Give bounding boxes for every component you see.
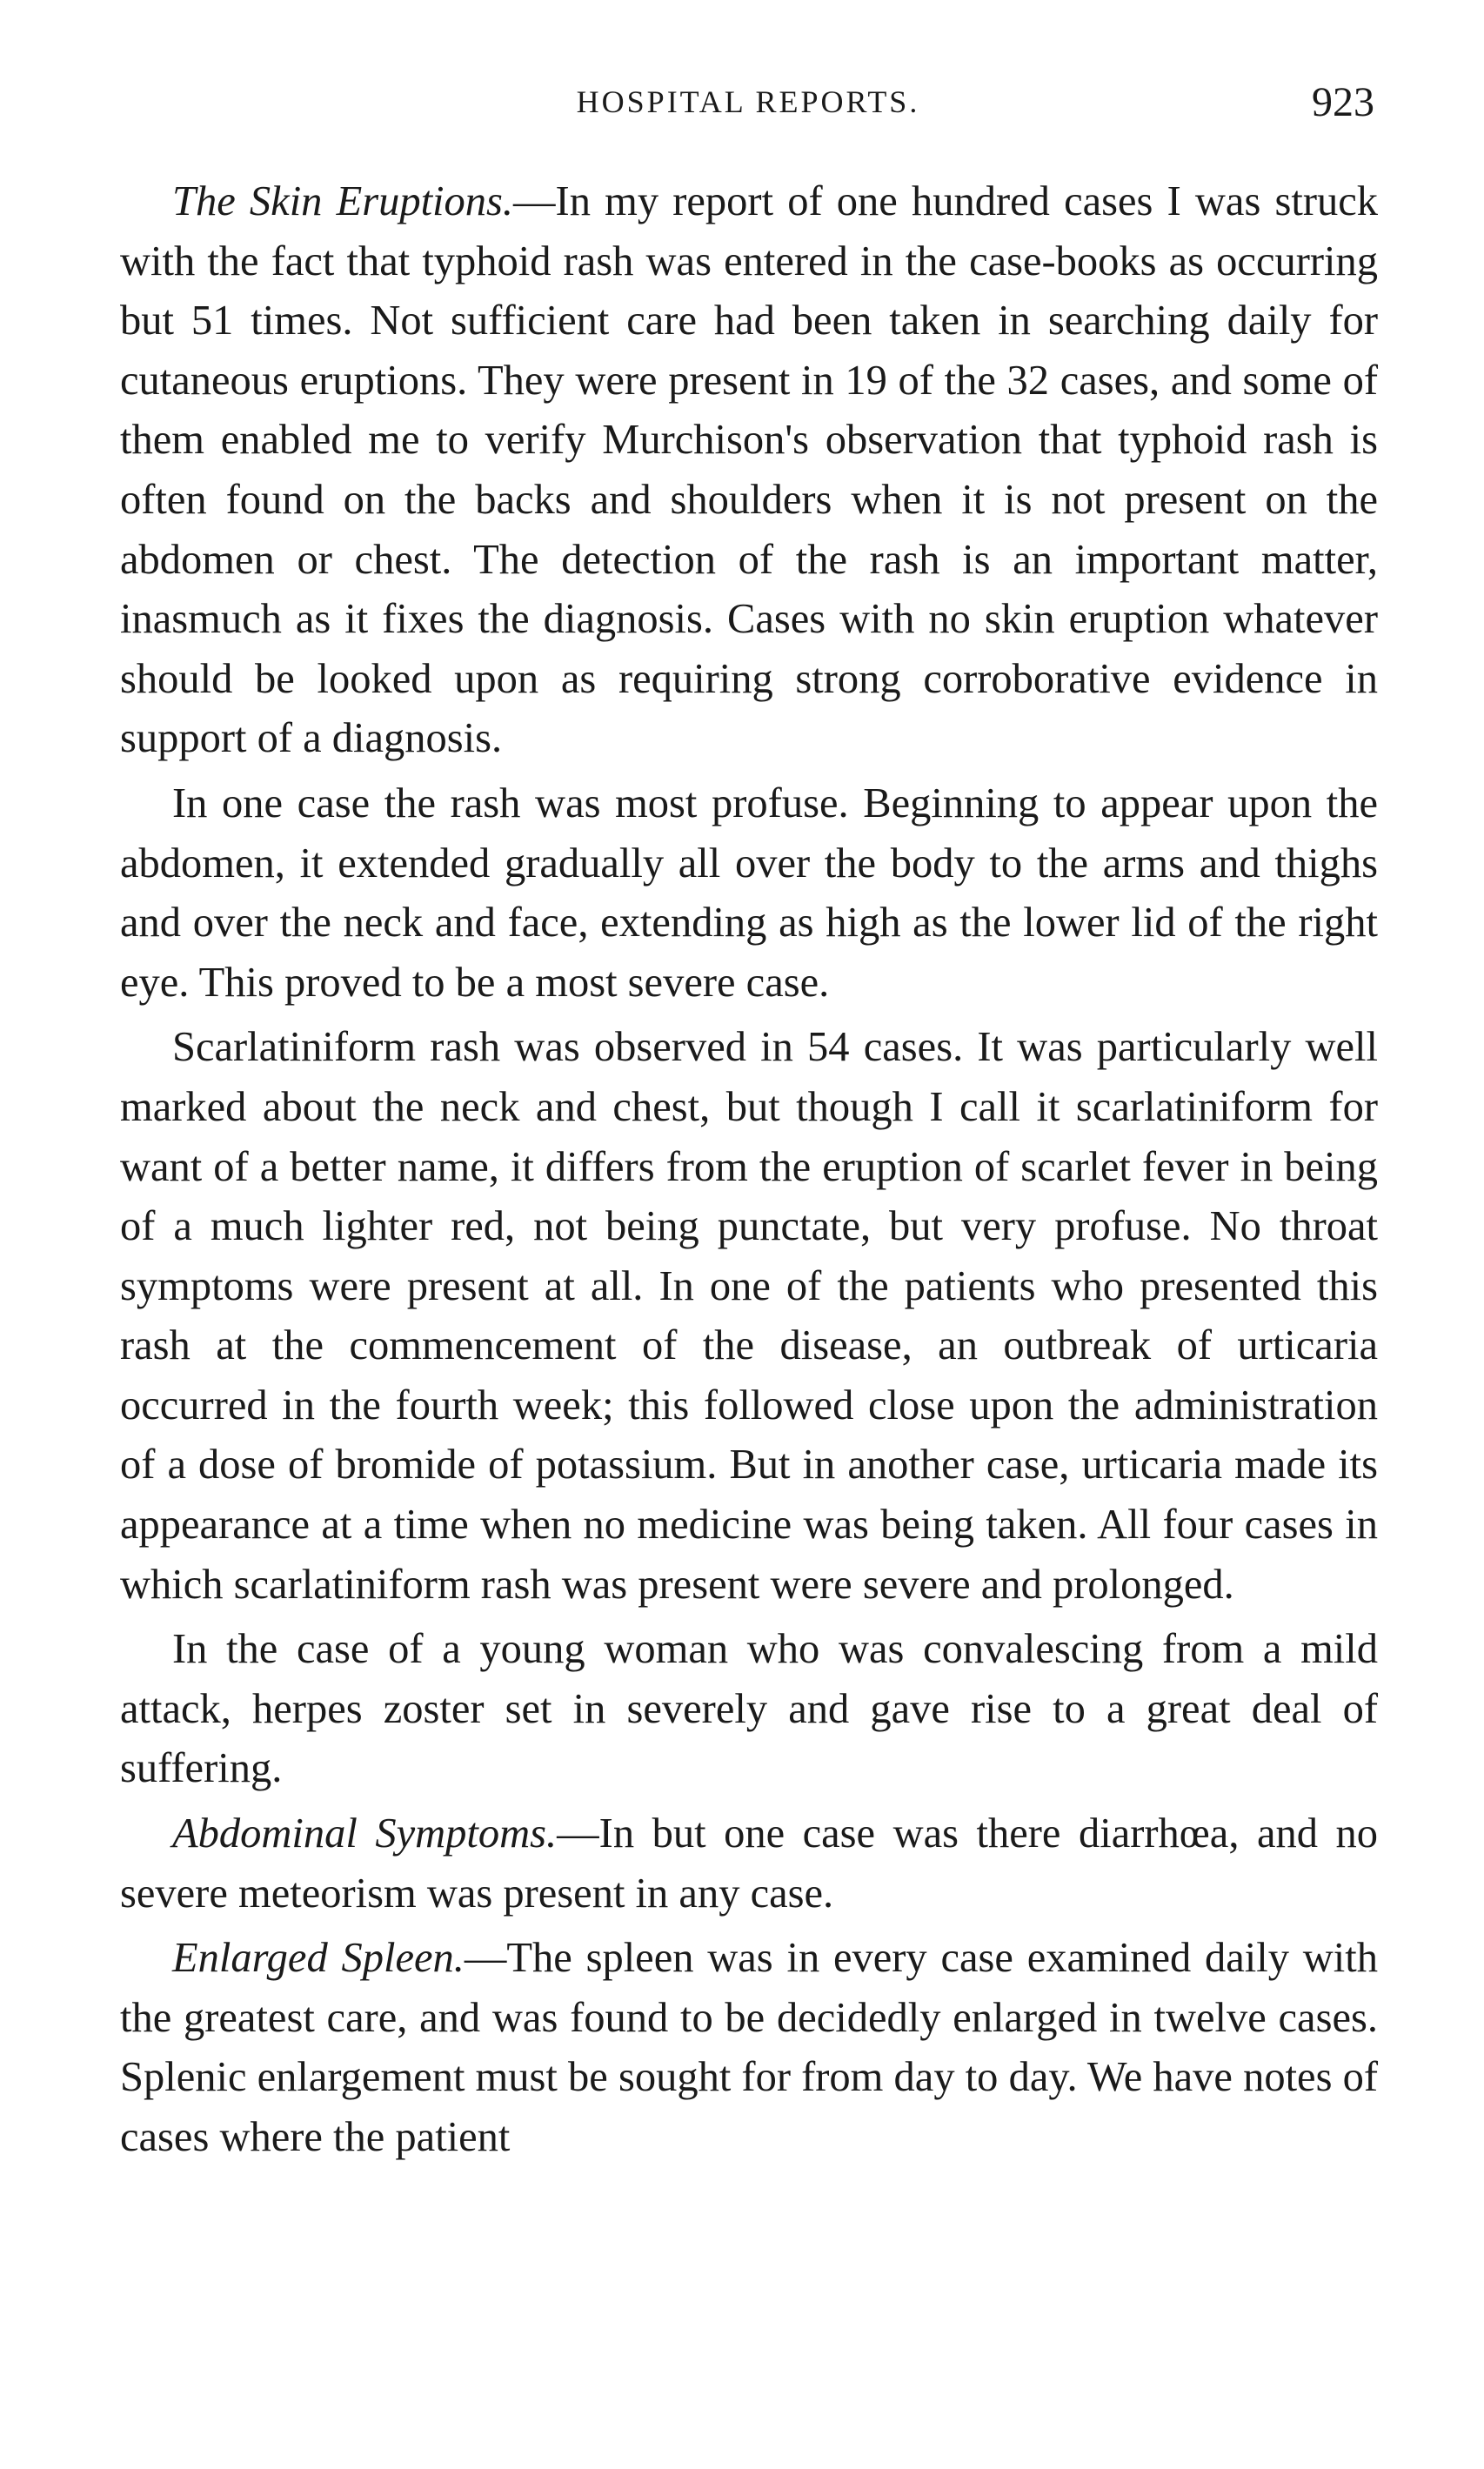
paragraph-text: —The spleen was in every case examined daily with the greatest care, and was found to be decidedly enlarged in twelve cases. Splenic enlargement must be sought for from day to day. We have notes of cases where the patient xyxy=(120,1935,1378,2160)
paragraph-scarlatiniform-rash xyxy=(120,1018,1378,1615)
paragraph-text: —In but one case was there diarrhœa, and no severe meteorism was present in any case. xyxy=(120,1810,1379,1917)
section-heading-abdominal-symptoms: Abdominal Symptoms. xyxy=(172,1810,558,1857)
running-head xyxy=(122,79,1374,136)
paragraph-text: In the case of a young woman who was convalescing from a mild attack, herpes zoster set in severely and gave rise to a great deal of suffering. xyxy=(120,1626,1378,1792)
running-head-title: HOSPITAL REPORTS. xyxy=(576,84,920,119)
paragraph-profuse-rash xyxy=(120,774,1378,1013)
paragraph-text: In one case the rash was most profuse. Beginning to appear upon the abdomen, it extended gradually all over the body to the arms and thighs and over the neck and face, extending as high as the lower lid of the right eye. This proved to be a most severe case. xyxy=(120,780,1378,1006)
paragraph-herpes-zoster xyxy=(120,1620,1378,1799)
section-heading-enlarged-spleen: Enlarged Spleen. xyxy=(172,1935,465,1982)
body-text xyxy=(120,172,1378,2168)
page-number: 923 xyxy=(1312,79,1374,125)
section-heading-skin-eruptions: The Skin Eruptions. xyxy=(172,178,514,224)
paragraph-abdominal-symptoms xyxy=(120,1804,1378,1924)
paragraph-text: —In my report of one hundred cases I was struck with the fact that typhoid rash was entered in the case-books as occurring but 51 times. Not sufficient care had been taken in searching daily for cutaneous eruptions. They were present in 19 of the 32 cases, and some of them enabled me to verify Murchison's observation that typhoid rash is often found on the backs and shoulders when it is not present on the abdomen or chest. The detection of the rash is an important matter, inasmuch as it fixes the diagnosis. Cases with no skin eruption whatever should be looked upon as requiring strong corroborative evidence in support of a diagnosis. xyxy=(120,178,1379,762)
paragraph-text: Scarlatiniform rash was observed in 54 cases. It was particularly well marked about the neck and chest, but though I call it scarlatiniform for want of a better name, it differs from the eruption of scarlet fever in being of a much lighter red, not being punctate, but very profuse. No throat symptoms were present at all. In one of the patients who presented this rash at the commencement of the disease, an outbreak of urticaria occurred in the fourth week; this followed close upon the administration of a dose of bromide of potassium. But in another case, urticaria made its appearance at a time when no medicine was being taken. All four cases in which scarlatiniform rash was present were severe and prolonged. xyxy=(120,1024,1378,1608)
paragraph-enlarged-spleen xyxy=(120,1929,1378,2167)
paragraph-skin-eruptions xyxy=(120,172,1378,769)
